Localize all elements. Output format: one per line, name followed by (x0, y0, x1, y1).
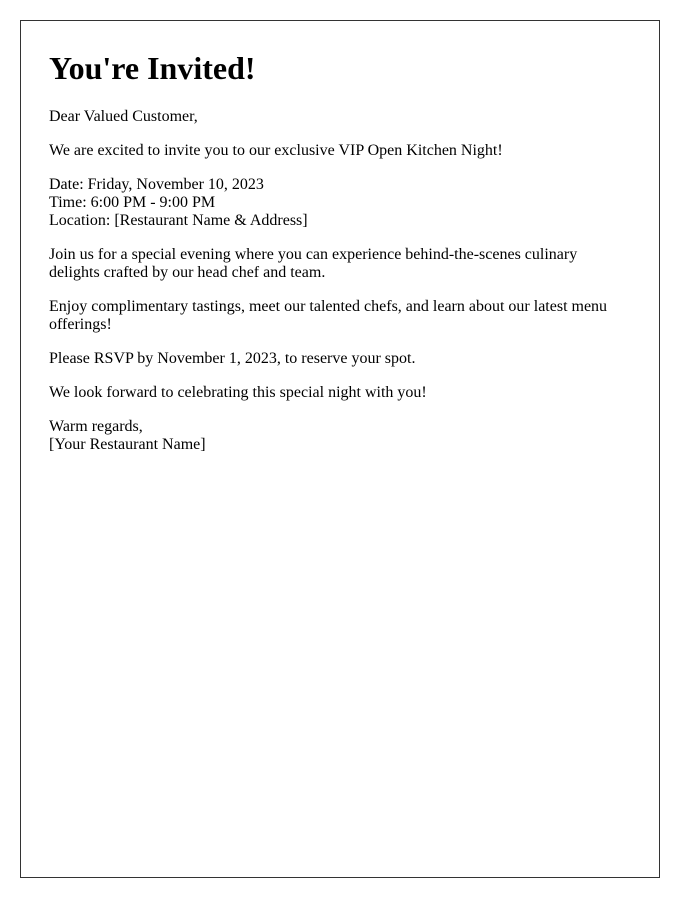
join-paragraph: Join us for a special evening where you can experience behind-the-scenes culinary delights crafted by our head chef and team. (49, 246, 578, 281)
enjoy-paragraph: Enjoy complimentary tastings, meet our talented chefs, and learn about our latest menu offerings! (49, 298, 608, 333)
greeting: Dear Valued Customer, (49, 108, 198, 125)
intro-paragraph: We are excited to invite you to our exclusive VIP Open Kitchen Night! (49, 142, 503, 159)
event-date: Date: Friday, November 10, 2023 (49, 176, 264, 193)
closing-paragraph: We look forward to celebrating this special night with you! (49, 384, 427, 401)
signoff: Warm regards, (49, 418, 143, 435)
event-time: Time: 6:00 PM - 9:00 PM (49, 194, 216, 211)
letter-title: You're Invited! (49, 50, 256, 86)
event-details (49, 176, 631, 230)
event-location: Location: [Restaurant Name & Address] (49, 212, 308, 229)
signature-block (49, 418, 631, 454)
rsvp-paragraph: Please RSVP by November 1, 2023, to reserve your spot. (49, 350, 416, 367)
invitation-letter (20, 20, 660, 878)
signature: [Your Restaurant Name] (49, 436, 206, 453)
